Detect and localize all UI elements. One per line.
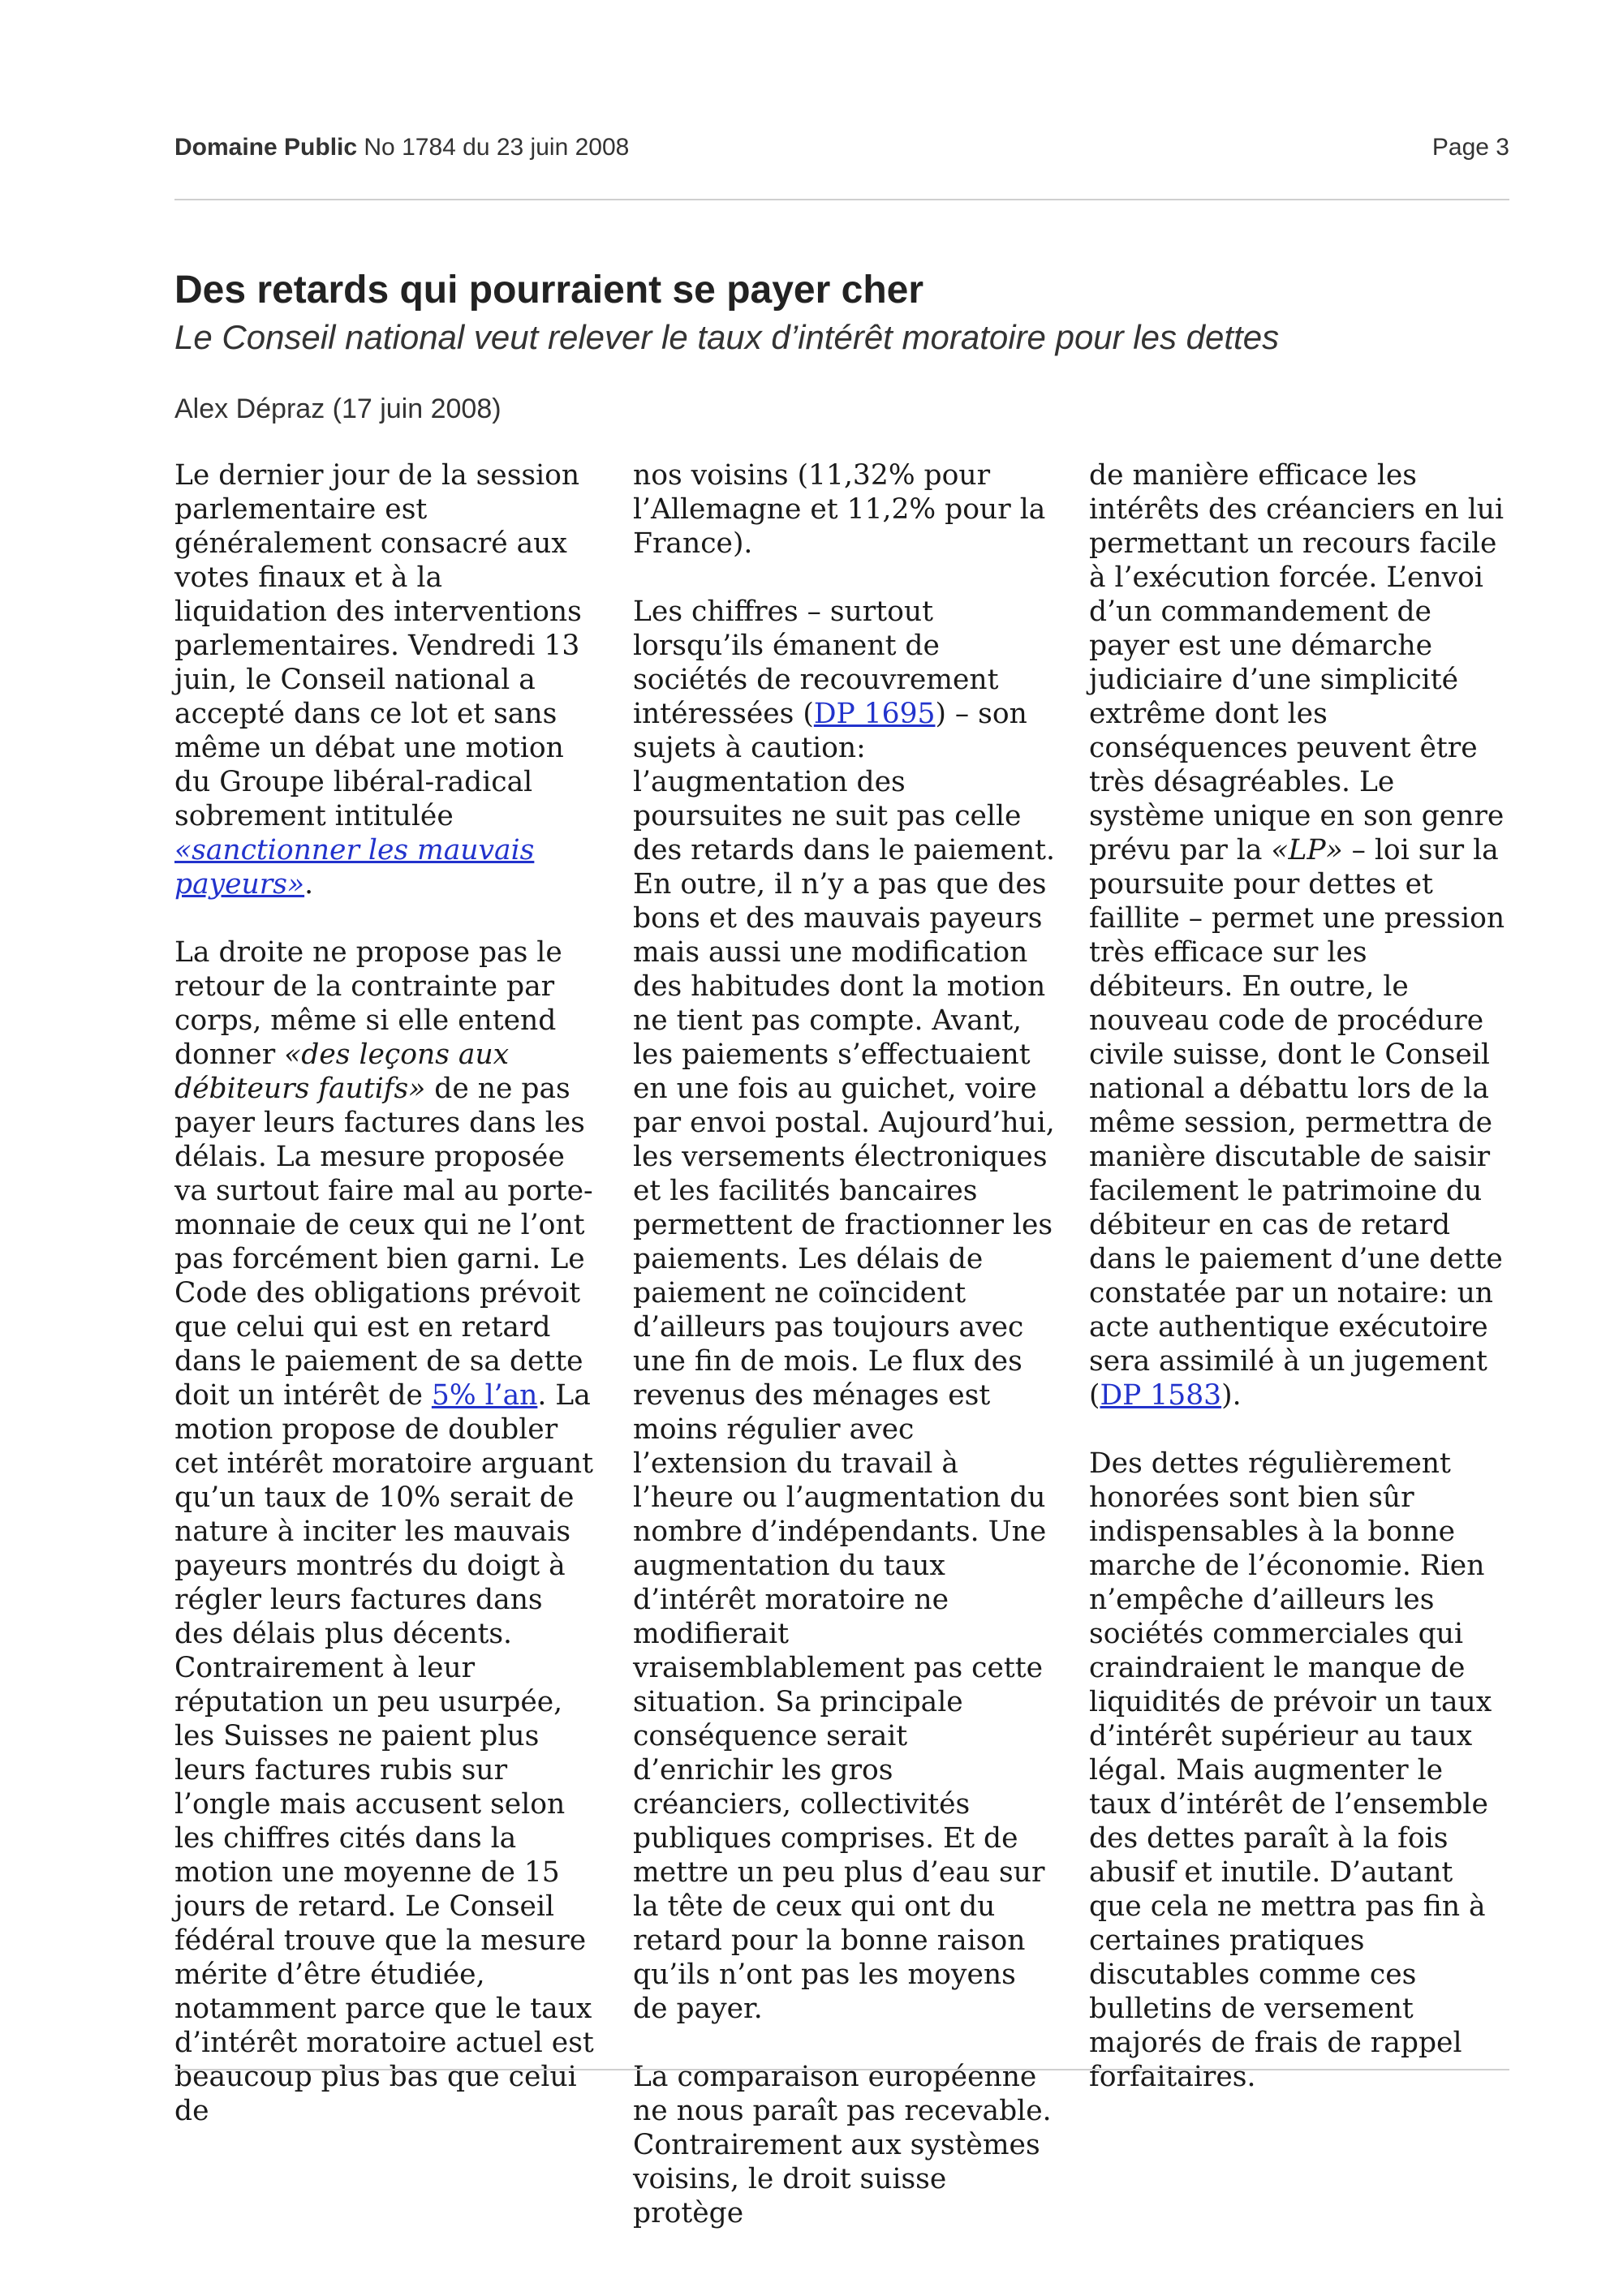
paragraph-text: ).	[1221, 1379, 1242, 1412]
text-column-3	[1089, 458, 1511, 2128]
paragraph	[174, 935, 596, 2128]
publication-name: Domaine Public	[174, 134, 358, 161]
paragraph-text: .	[304, 868, 314, 901]
article-title: Des retards qui pourraient se payer cher	[174, 269, 924, 312]
text-column-2	[633, 458, 1055, 2264]
reference-link[interactable]: DP 1695	[813, 698, 936, 730]
paragraph-text: ) – son sujets à caution: l’augmentation des poursuites ne suit pas celle des retards dans le paiement. En outre, il n’y a pas que des bons et des mauvais payeurs mais aussi une modification des habitudes dont la motion ne tient pas compte. Avant, les paiements s’effectuaient en une fois au guichet, voire par envoi postal. Aujourd’hui, les versements électroniques et les facilités bancaires permettent de fractionner les paiements. Les délais de paiement ne coïncident d’ailleurs pas toujours avec une fin de mois. Le flux des revenus des ménages est moins régulier avec l’extension du travail à l’heure ou l’augmentation du nombre d’indépendants. Une augmentation du taux d’intérêt moratoire ne modifierait vraisemblablement pas cette situation. Sa principale conséquence serait d’enrichir les gros créanciers, collectivités publiques comprises. Et de mettre un peu plus d’eau sur la tête de ceux qui ont du retard pour la bonne raison qu’ils n’ont pas les moyens de payer.	[633, 698, 1056, 2025]
paragraph-text: . La motion propose de doubler cet intérêt moratoire arguant qu’un taux de 10% serait de nature à inciter les mauvais payeurs montrés du doigt à régler leurs factures dans des délais plus décents. Contrairement à leur réputation un peu usurpée, les Suisses ne paient plus leurs factures rubis sur l’ongle mais accusent selon les chiffres cités dans la motion une moyenne de 15 jours de retard. Le Conseil fédéral trouve que la mesure mérite d’être étudiée, notamment parce que le taux d’intérêt moratoire actuel est beaucoup plus bas que celui de	[174, 1379, 594, 2127]
paragraph-text: – loi sur la poursuite pour dettes et faillite – permet une pression très efficace sur les débiteurs. En outre, le nouveau code de procédure civile suisse, dont le Conseil national a débattu lors de la même session, permettra de manière discutable de saisir facilement le patrimoine du débiteur en cas de retard dans le paiement d’une dette constatée par un notaire: un acte authentique exécutoire sera assimilé à un jugement (	[1089, 834, 1505, 1412]
reference-link[interactable]: DP 1583	[1100, 1379, 1222, 1412]
quoted-text: «LP»	[1271, 834, 1343, 866]
paragraph	[633, 458, 1055, 561]
paragraph	[1089, 458, 1511, 1412]
issue-info: No 1784 du 23 juin 2008	[364, 134, 630, 161]
paragraph	[1089, 1447, 1511, 2094]
footer-divider	[174, 2069, 1509, 2070]
page-header	[174, 134, 1509, 166]
text-column-1	[174, 458, 596, 2162]
header-divider	[174, 199, 1509, 200]
quoted-text: «des leçons aux débiteurs fautifs»	[174, 1038, 510, 1105]
paragraph	[633, 2060, 1055, 2230]
paragraph	[633, 595, 1055, 2026]
page-number: Page 3	[1431, 134, 1509, 161]
reference-link[interactable]: 5% l’an	[431, 1379, 538, 1412]
paragraph-text: Les chiffres – surtout lorsqu’ils émanent de sociétés de recouvrement intéressées (	[633, 595, 999, 730]
paragraph-text: Des dettes régulièrement honorées sont bien sûr indispensables à la bonne marche de l’économie. Rien n’empêche d’ailleurs les sociétés commerciales qui craindraient le manque de liquidités de prévoir un taux d’intérêt supérieur au taux légal. Mais augmenter le taux d’intérêt de l’ensemble des dettes paraît à la fois abusif et inutile. D’autant que cela ne mettra pas fin à certaines pratiques discutables comme ces bulletins de versement majorés de frais de rappel forfaitaires.	[1089, 1447, 1492, 2093]
article-byline: Alex Dépraz (17 juin 2008)	[174, 393, 502, 424]
paragraph-text: Le dernier jour de la session parlementaire est généralement consacré aux votes finaux et à la liquidation des interventions parlementaires. Vendredi 13 juin, le Conseil national a accepté dans ce lot et sans même un débat une motion du Groupe libéral-radical sobrement intitulée	[174, 459, 582, 832]
paragraph-text: La droite ne propose pas le retour de la contrainte par corps, même si elle entend donner	[174, 936, 562, 1071]
paragraph-text: nos voisins (11,32% pour l’Allemagne et 11,2% pour la France).	[633, 459, 1046, 560]
reference-link[interactable]: «sanctionner les mauvais payeurs»	[174, 834, 535, 901]
paragraph-text: de manière efficace les intérêts des créanciers en lui permettant un recours facile à l’exécution forcée. L’envoi d’un commandement de payer est une démarche judiciaire d’une simplicité extrême dont les conséquences peuvent être très désagréables. Le système unique en son genre prévu par la	[1089, 459, 1505, 866]
paragraph-text: de ne pas payer leurs factures dans les délais. La mesure proposée va surtout faire mal au porte-monnaie de ceux qui ne l’ont pas forcément bien garni. Le Code des obligations prévoit que celui qui est en retard dans le paiement de sa dette doit un intérêt de	[174, 1073, 593, 1412]
paragraph-text: La comparaison européenne ne nous paraît pas recevable. Contrairement aux systèmes voisins, le droit suisse protège	[633, 2061, 1052, 2229]
paragraph	[174, 458, 596, 901]
article-subtitle: Le Conseil national veut relever le taux d’intérêt moratoire pour les dettes	[174, 318, 1280, 356]
